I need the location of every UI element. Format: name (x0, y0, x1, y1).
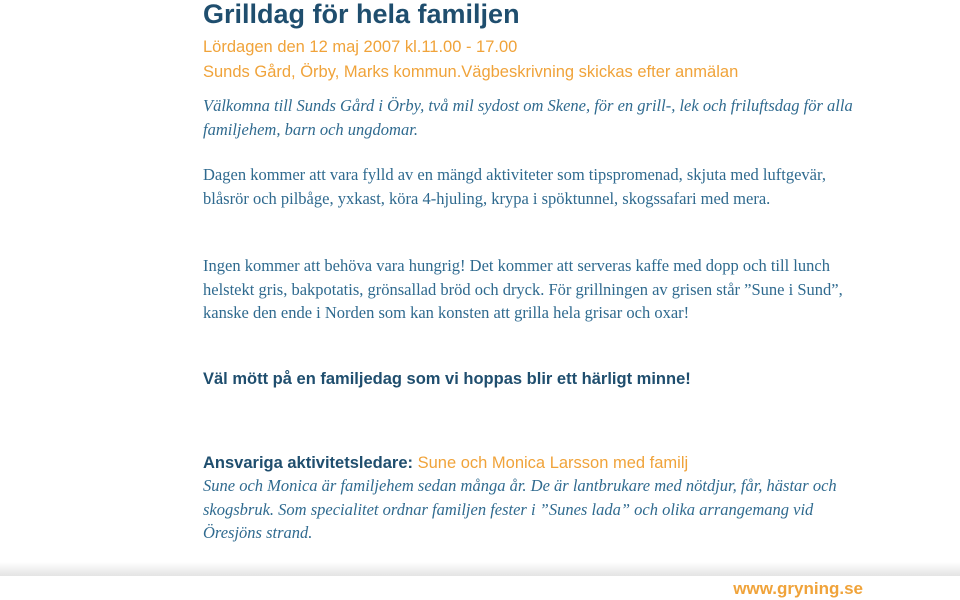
activities-paragraph: Dagen kommer att vara fylld av en mängd aktiviteter som tipspromenad, skjuta med luftgevär, blåsrör och pilbåge, yxkast, köra 4-hjuling, krypa i spöktunnel, skogssafari med mera. (203, 165, 826, 208)
leaders-description: Sune och Monica är familjehem sedan många år. De är lantbrukare med nötdjur, får, hästar och skogsbruk. Som specialitet ordnar familjen fester i ”Sunes lada” och olika arrangemang vid Öresjöns strand. (203, 476, 837, 542)
website-link[interactable]: www.gryning.se (733, 579, 863, 598)
leaders-names: Sune och Monica Larsson med familj (417, 454, 689, 472)
event-place: Sunds Gård, Örby, Marks kommun.Vägbeskrivning skickas efter anmälan (203, 63, 739, 81)
leaders-heading (203, 453, 688, 473)
intro-paragraph: Välkomna till Sunds Gård i Örby, två mil sydost om Skene, för en grill-, lek och friluftsdag för alla familjehem, barn och ungdomar. (203, 96, 853, 139)
footer-bar (0, 562, 960, 576)
event-date-time: Lördagen den 12 maj 2007 kl.11.00 - 17.00 (203, 38, 518, 56)
page-title: Grilldag för hela familjen (203, 0, 520, 29)
food-paragraph: Ingen kommer att behöva vara hungrig! Det kommer att serveras kaffe med dopp och till lunch helstekt gris, bakpotatis, grönsallad bröd och dryck. För grillningen av grisen står ”Sune i Sund”, kanske den ende i Norden som kan konsten att grilla hela grisar och oxar! (203, 256, 843, 322)
welcome-message: Väl mött på en familjedag som vi hoppas blir ett härligt minne! (203, 370, 691, 388)
leaders-label: Ansvariga aktivitetsledare: (203, 454, 414, 472)
